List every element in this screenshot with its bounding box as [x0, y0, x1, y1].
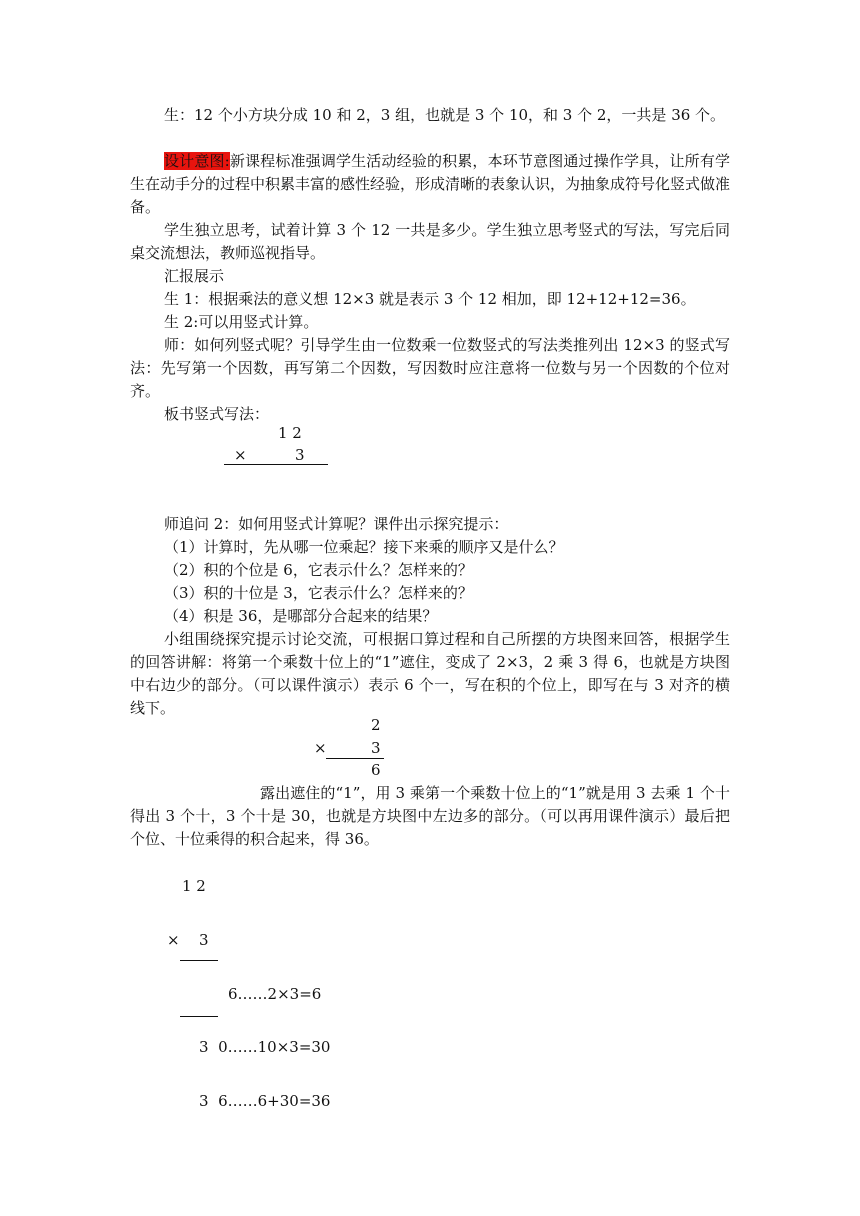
- math2-result: 6: [371, 761, 381, 779]
- paragraph-independent-thinking: 学生独立思考，试着计算 3 个 12 一共是多少。学生独立思考竖式的写法，写完后同桌交流想法，教师巡视指导。: [130, 221, 730, 262]
- design-intent-text: 新课程标准强调学生活动经验的积累，本环节意图通过操作学具，让所有学生在动手分的过程中积累丰富的感性经验，形成清晰的表象认识，为抽象成符号化竖式做准备。: [130, 152, 731, 216]
- math3-underline-1: [180, 960, 218, 961]
- math3-step-2: 3 0……10×3=30: [199, 1038, 331, 1056]
- hint-item-2: （2）积的个位是 6，它表示什么？怎样来的？: [164, 561, 473, 579]
- math3-times-sign: ×: [167, 931, 180, 949]
- hint-item-3: （3）积的十位是 3，它表示什么？怎样来的？: [164, 584, 473, 602]
- math1-bottom-number: 3: [295, 446, 305, 464]
- paragraph-reveal-one: 露出遮住的“1”，用 3 乘第一个乘数十位上的“1”就是用 3 去乘 1 个十得出 3 个十，3 个十是 30，也就是方块图中左边多的部分。（可以再用课件演示）最后把个位、十位乘得的积合起来，得 36。: [130, 784, 730, 848]
- math2-bottom-number: 3: [371, 739, 381, 757]
- paragraph-design-intent: [130, 150, 730, 219]
- math2-top-number: 2: [371, 716, 381, 734]
- design-intent-label: 设计意图:: [164, 152, 230, 170]
- math2-times-sign: ×: [314, 739, 327, 757]
- paragraph-teacher-question: 师：如何列竖式呢？引导学生由一位数乘一位数竖式的写法类推列出 12×3 的竖式写法：先写第一个因数，再写第二个因数，写因数时应注意将一位数与另一个因数的个位对齐。: [130, 336, 730, 400]
- hint-item-4: （4）积是 36，是哪部分合起来的结果？: [164, 607, 438, 625]
- paragraph-report-heading: 汇报展示: [164, 267, 225, 285]
- math1-times-sign: ×: [234, 446, 247, 464]
- paragraph-student-answer: 生：12 个小方块分成 10 和 2，3 组，也就是 3 个 10，和 3 个 2，一共是 36 个。: [164, 106, 726, 124]
- paragraph-board-writing: 板书竖式写法：: [164, 405, 270, 423]
- math3-step-1: 6……2×3=6: [228, 985, 322, 1003]
- math3-underline-2: [180, 1016, 218, 1017]
- paragraph-group-discussion: 小组围绕探究提示讨论交流，可根据口算过程和自己所摆的方块图来回答，根据学生的回答讲解：将第一个乘数十位上的“1”遮住，变成了 2×3，2 乘 3 得 6，也就是方块图中右边少的部分。（可以课件演示）表示 6 个一，写在积的个位上，即写在与 3 对齐的横线下。: [130, 630, 730, 717]
- math1-top-number: 1 2: [278, 424, 302, 442]
- math1-underline: [224, 464, 328, 465]
- math3-bottom-number: 3: [199, 931, 209, 949]
- paragraph-follow-up: 师追问 2：如何用竖式计算呢？课件出示探究提示：: [164, 515, 509, 533]
- paragraph-student-2: 生 2:可以用竖式计算。: [164, 313, 319, 331]
- paragraph-student-1: 生 1：根据乘法的意义想 12×3 就是表示 3 个 12 相加，即 12+12+12=36。: [164, 290, 696, 308]
- math2-underline: [326, 758, 384, 759]
- hint-item-1: （1）计算时，先从哪一位乘起？接下来乘的顺序又是什么？: [164, 538, 564, 556]
- math3-step-3: 3 6……6+30=36: [199, 1092, 331, 1110]
- math3-top-number: 1 2: [182, 877, 206, 895]
